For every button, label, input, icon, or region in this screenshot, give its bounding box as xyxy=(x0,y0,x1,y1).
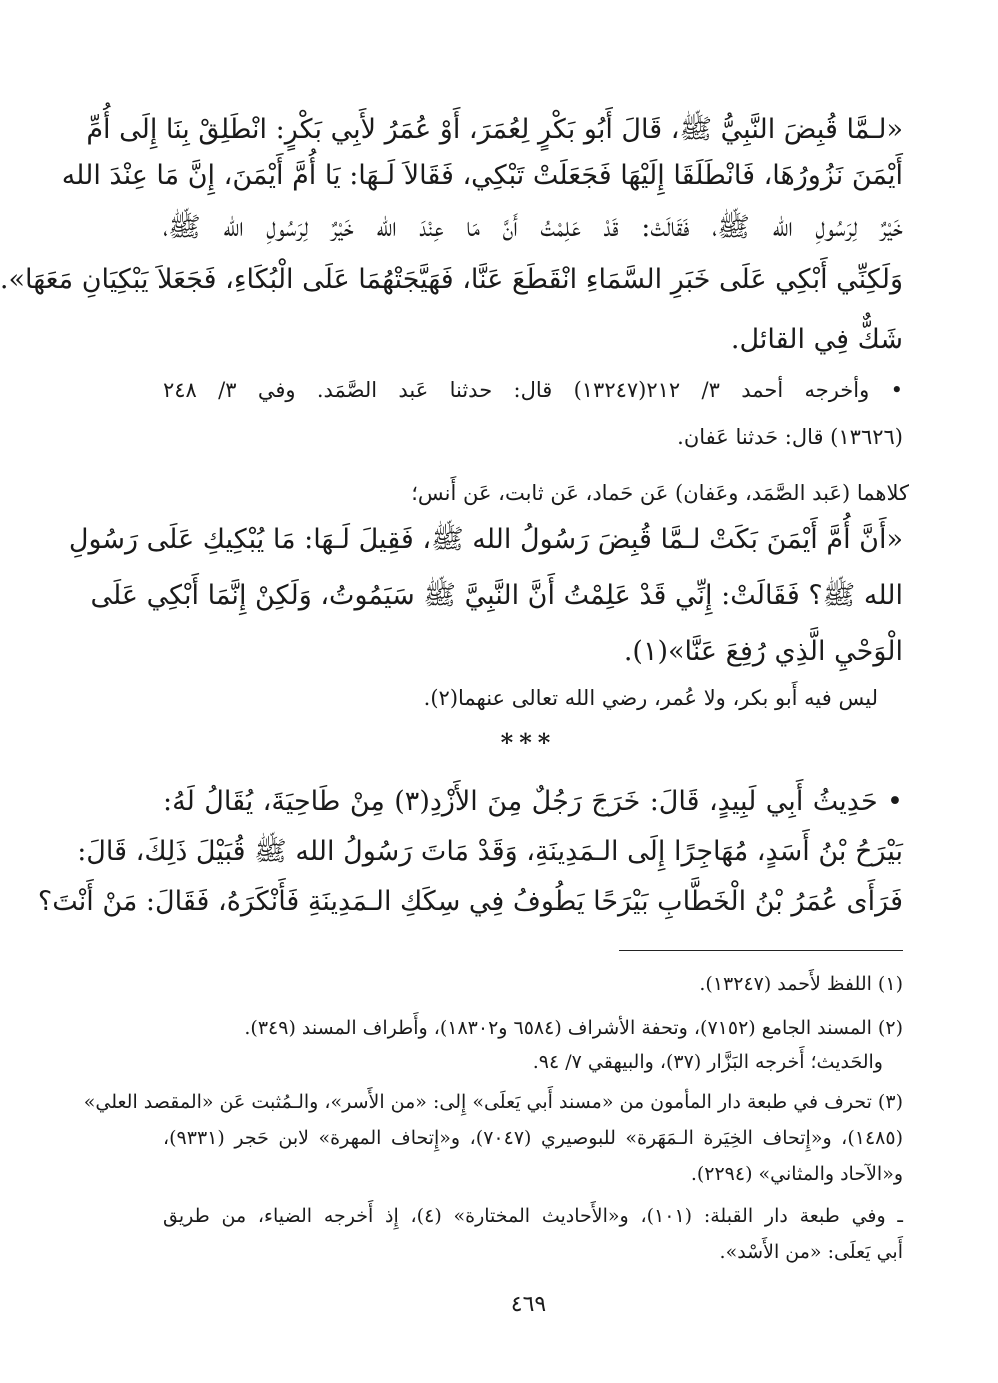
hadith-line-1: «أَنَّ أُمَّ أَيْمَنَ بَكَتْ لـمَّا قُبِضَ رَسُولُ الله ﷺ، فَقِيلَ لَـهَا: مَا يُبْكِيكِ عَلَى رَسُولِ xyxy=(68,524,903,555)
footnote-3-line-1: (٣) تحرف في طبعة دار المأمون من «مسند أَبي يَعلَى» إِلى: «من الأَسر»، والـمُثبت عَن «المقصد العلي» xyxy=(83,1091,903,1113)
footnote-3-line-3: و«الآحاد والمثاني» (٢٢٩٤). xyxy=(690,1163,903,1185)
hadith2-line-1: • حَدِيثُ أَبِي لَبِيدٍ، قَالَ: خَرَجَ رَجُلٌ مِنَ الأَزْدِ(٣) مِنْ طَاحِيَةَ، يُقَالُ لَهُ: xyxy=(163,786,903,817)
section-separator: *** xyxy=(500,728,557,757)
body-line-5: شَكٌّ فِي القائل. xyxy=(730,324,903,355)
hadith2-line-3: فَرَأَى عُمَرُ بْنُ الْخَطَّابِ بَيْرَحًا يَطُوفُ فِي سِكَكِ الـمَدِينَةِ فَأَنْكَرَهُ، فَقَالَ: مَنْ أَنْتَ؟ xyxy=(37,886,903,917)
hadith2-line-2: بَيْرَحُ بْنُ أَسَدٍ، مُهَاجِرًا إِلَى الـمَدِينَةِ، وَقَدْ مَاتَ رَسُولُ الله ﷺ قُبَيْلَ ذَلِكَ، قَالَ: xyxy=(77,836,903,867)
body-line-2: أَيْمَنَ نَزُورُهَا، فَانْطَلَقَا إِلَيْهَا فَجَعَلَتْ تَبْكِي، فَقَالاَ لَـهَا: يَا أُمَّ أَيْمَنَ، إِنَّ مَا عِنْدَ الله xyxy=(61,160,903,191)
body-line-4: وَلَكِنِّي أَبْكِي عَلَى خَبَرِ السَّمَاءِ انْقَطَعَ عَنَّا، فَهَيَّجَتْهُمَا عَلَى الْبُكَاءِ، فَجَعَلاَ يَبْكِيَانِ مَعَهَا». xyxy=(0,264,903,295)
page-number: ٤٦٩ xyxy=(510,1292,547,1317)
hadith-line-2: الله ﷺ؟ فَقَالَتْ: إِنِّي قَدْ عَلِمْتُ أَنَّ النَّبِيَّ ﷺ سَيَمُوتُ، وَلَكِنْ إِنَّمَا أَبْكِي عَلَى xyxy=(90,580,903,611)
footnote-separator xyxy=(619,950,903,951)
body-line-1: «لـمَّا قُبِضَ النَّبِيُّ ﷺ، قَالَ أَبُو بَكْرٍ لِعُمَرَ، أَوْ عُمَرُ لأَبِي بَكْرٍ: انْطَلِقْ بِنَا إِلَى أُمِّ xyxy=(86,114,903,145)
isnad-line: كلاهما (عَبد الصَّمَد، وعَفان) عَن حَماد، عَن ثابت، عَن أَنس؛ xyxy=(411,481,909,505)
takhrij-line-2: (١٣٦٢٦) قال: حَدثنا عَفان. xyxy=(677,425,903,449)
footnote-3-line-4: ـ وفي طبعة دار القبلة: (١٠١)، و«الأَحاديث المختارة» (٤)، إِذ أَخرجه الضياء، من طريق xyxy=(163,1205,903,1227)
takhrij-line-1: • وأخرجه أحمد ٣/ ٢١٢(١٣٢٤٧) قال: حدثنا عَبد الصَّمَد. وفي ٣/ ٢٤٨ xyxy=(163,378,903,402)
footnote-3-line-5: أَبي يَعلَى: «من الأَسْد». xyxy=(719,1241,903,1263)
footnote-3-line-2: (١٤٨٥)، و«إِتحاف الخِيَرة الـمَهَرة» للبوصيري (٧٠٤٧)، و«إِتحاف المهرة» لابن حَجر (٩٣٣١)، xyxy=(163,1127,903,1149)
footnote-2-line-2: والحَديث؛ أَخرجه البَزَّار (٣٧)، والبيهقي ٧/ ٩٤. xyxy=(532,1051,883,1073)
hadith-line-3: الْوَحْيِ الَّذِي رُفِعَ عَنَّا»(١). xyxy=(623,636,903,667)
footnote-1: (١) اللفظ لأَحمد (١٣٢٤٧). xyxy=(699,973,903,995)
body-line-3: خَيْرٌ لِرَسُولِ الله ﷺ، فَقَالَتْ: قَدْ عَلِمْتُ أَنَّ مَا عِنْدَ الله خَيْرٌ لِرَسُولِ الله ﷺ، xyxy=(163,212,903,243)
note-line: ليس فيه أَبو بكر، ولا عُمر، رضي الله تعالى عنهما(٢). xyxy=(423,686,878,710)
footnote-2-line-1: (٢) المسند الجامع (٧١٥٢)، وتحفة الأشراف (٦٥٨٤ و١٨٣٠٢)، وأَطراف المسند (٣٤٩). xyxy=(244,1017,903,1039)
